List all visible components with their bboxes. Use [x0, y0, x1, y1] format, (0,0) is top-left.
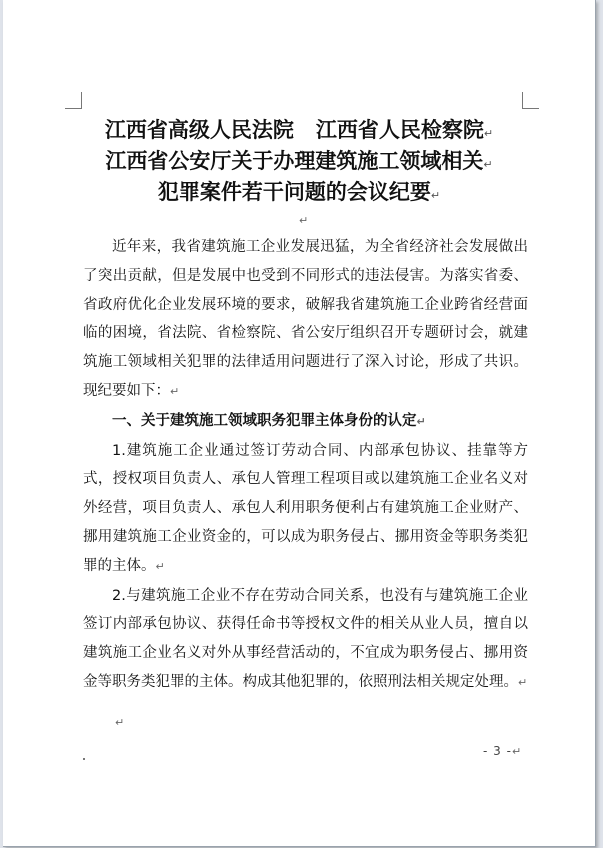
- empty-paragraph-mark: ↵: [115, 716, 125, 729]
- title-line-1: [3, 114, 595, 149]
- item-2-paragraph: [83, 582, 528, 698]
- title-line-2-text: 江西省公安厅关于办理建筑施工领域相关: [105, 148, 484, 173]
- section-heading: [83, 407, 528, 437]
- title-line-3: [3, 176, 595, 211]
- document-page: [3, 0, 596, 847]
- item-1-text: 1.建筑施工企业通过签订劳动合同、内部承包协议、挂靠等方式，授权项目负责人、承包人管理工程项目或以建筑施工企业名义对外经营，项目负责人、承包人利用职务便利占有建筑施工企业财产、挪用建筑施工企业资金的，可以成为职务侵占、挪用资金等职务类犯罪的主体。: [83, 442, 528, 574]
- item-1-paragraph: [83, 437, 528, 582]
- page-number-text: - 3 -: [483, 744, 512, 758]
- title-line-3-text: 犯罪案件若干问题的会议纪要: [157, 179, 431, 204]
- title-line-2: [3, 145, 595, 180]
- intro-text: 近年来，我省建筑施工企业发展迅猛，为全省经济社会发展做出了突出贡献，但是发展中也受到不同形式的违法侵害。为落实省委、省政府优化企业发展环境的要求，破解我省建筑施工企业跨省经营面临的困境，省法院、省检察院、省公安厅组织召开专题研讨会，就建筑施工领域相关犯罪的法律适用问题进行了深入讨论，形成了共识。现纪要如下：: [83, 239, 528, 399]
- title-court: 江西省高级人民法院: [104, 117, 294, 142]
- title-procuratorate: 江西省人民检察院: [315, 117, 484, 142]
- paragraph-mark: ↵: [511, 745, 523, 758]
- paragraph-mark: ↵: [483, 158, 493, 171]
- document-body: [83, 233, 528, 698]
- paragraph-mark: ↵: [430, 189, 441, 202]
- paragraph-mark: ↵: [155, 559, 165, 573]
- crop-mark-top-right: [522, 92, 539, 109]
- paragraph-mark: ↵: [518, 675, 528, 689]
- crop-mark-top-left: [65, 92, 82, 109]
- item-2-text: 2.与建筑施工企业不存在劳动合同关系，也没有与建筑施工企业签订内部承包协议、获得任命书等授权文件的相关从业人员，擅自以建筑施工企业名义对外从事经营活动的，不宜成为职务侵占、挪用资金等职务类犯罪的主体。构成其他犯罪的，依照刑法相关规定处理。: [83, 587, 528, 690]
- margin-dot: [83, 758, 85, 760]
- section-heading-text: 一、关于建筑施工领域职务犯罪主体身份的认定: [112, 412, 417, 429]
- intro-paragraph: [83, 233, 528, 407]
- paragraph-mark: ↵: [483, 127, 494, 140]
- paragraph-mark: ↵: [416, 414, 426, 428]
- page-number: [483, 744, 522, 758]
- paragraph-mark: ↵: [170, 384, 180, 398]
- empty-paragraph-mark: ↵: [299, 214, 309, 227]
